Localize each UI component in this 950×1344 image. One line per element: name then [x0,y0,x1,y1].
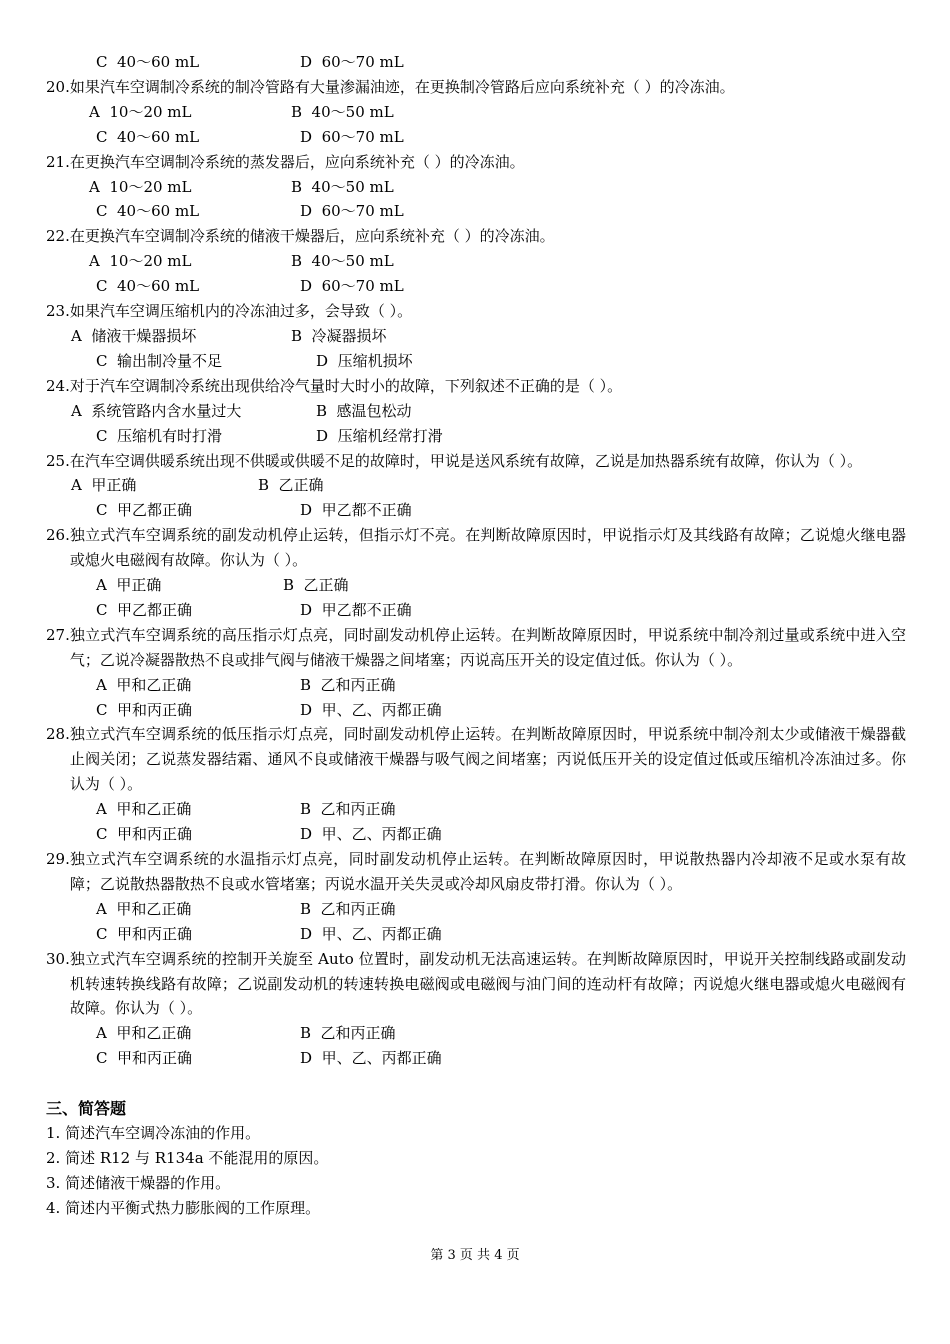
option-c: C 40～60 mL [96,277,200,296]
option-row [46,324,906,349]
option-b: B 40～50 mL [291,177,394,196]
option-c: C 甲和丙正确 [96,924,193,943]
option-d: D 甲乙都不正确 [300,501,412,520]
question-text: 独立式汽车空调系统的低压指示灯点亮，同时副发动机停止运转。在判断故障原因时，甲说系统中制冷剂太少或储液干燥器截止阀关闭；乙说蒸发器结霜、通风不良或储液干燥器与吸气阀之间堵塞；丙说低压开关的设定值过低或压缩机冷冻油过多。你认为（ ）。 [69,725,906,794]
option-a: A 甲和乙正确 [96,800,192,819]
question-number: 24. [46,376,70,395]
short-answer-item: 3. 简述储液干燥器的作用。 [46,1173,231,1192]
question-text: 在更换汽车空调制冷系统的蒸发器后，应向系统补充（ ）的冷冻油。 [69,152,525,171]
option-row [46,498,906,523]
question-text: 独立式汽车空调系统的副发动机停止运转，但指示灯不亮。在判断故障原因时，甲说指示灯及其线路有故障；乙说熄火继电器或熄火电磁阀有故障。你认为（ ）。 [69,526,906,570]
option-a: A 系统管路内含水量过大 [71,401,242,420]
question-number: 30. [46,949,70,968]
question-21 [46,150,906,225]
question-text: 对于汽车空调制冷系统出现供给冷气量时大时小的故障，下列叙述不正确的是（ ）。 [69,376,623,395]
page-content [46,50,906,1221]
question-number: 29. [46,850,70,868]
option-row [46,1021,906,1046]
option-d: D 压缩机经常打滑 [316,426,443,445]
option-row [46,473,906,498]
option-c: C 甲乙都正确 [96,501,193,520]
option-c: C 40～60 mL [96,127,200,146]
question-20 [46,75,906,150]
option-b: B 40～50 mL [291,102,394,121]
option-row [46,1046,906,1071]
option-row [46,797,906,822]
option-d: D 压缩机损坏 [316,351,413,370]
question-24 [46,374,906,449]
question-29 [46,847,906,947]
option-c: C 甲和丙正确 [96,700,193,719]
option-d: D 60～70 mL [300,127,404,146]
option-a: A 甲和乙正确 [96,1024,192,1043]
option-row [46,349,906,374]
question-28 [46,722,906,847]
option-c: C 甲和丙正确 [96,825,193,844]
question-number: 22. [46,227,70,246]
option-c: C 甲乙都正确 [96,600,193,619]
option-b: B 乙正确 [258,476,324,495]
option-b: B 乙和丙正确 [300,675,396,694]
option-row [46,100,906,125]
short-answer-item: 1. 简述汽车空调冷冻油的作用。 [46,1124,261,1143]
question-text: 如果汽车空调压缩机内的冷冻油过多，会导致（ ）。 [69,302,413,321]
option-row [46,922,906,947]
option-c: C 输出制冷量不足 [96,351,223,370]
option-row [46,249,906,274]
option-b: B 乙正确 [283,576,349,595]
option-b: B 感温包松动 [316,401,412,420]
option-d: D 甲、乙、丙都正确 [300,825,442,844]
option-d: D 60～70 mL [300,277,404,296]
option-a: A 10～20 mL [89,102,192,121]
option-a: A 10～20 mL [89,177,192,196]
question-number: 28. [46,725,70,744]
option-b: B 乙和丙正确 [300,899,396,918]
option-c: C 甲和丙正确 [96,1049,193,1068]
option-row [46,399,906,424]
question-30 [46,947,906,1072]
option-d: D 甲乙都不正确 [300,600,412,619]
option-row [46,199,906,224]
option-a: A 甲正确 [96,576,162,595]
question-number: 21. [46,152,70,171]
option-b: B 40～50 mL [291,252,394,271]
question-number: 26. [46,526,70,545]
option-c: C 压缩机有时打滑 [96,426,223,445]
short-answer-item: 2. 简述 R12 与 R134a 不能混用的原因。 [46,1149,329,1168]
option-row [46,274,906,299]
option-row [46,175,906,200]
question-text: 在更换汽车空调制冷系统的储液干燥器后，应向系统补充（ ）的冷冻油。 [69,227,555,246]
option-d: D 60～70 mL [300,53,404,71]
question-number: 20. [46,77,70,96]
option-a: A 储液干燥器损坏 [71,326,197,345]
option-c: C 40～60 mL [96,202,200,221]
option-row [46,897,906,922]
option-row [46,125,906,150]
option-row [46,424,906,449]
option-d: D 甲、乙、丙都正确 [300,700,442,719]
question-number: 27. [46,625,70,644]
question-22 [46,224,906,299]
option-d: D 甲、乙、丙都正确 [300,924,442,943]
question-26 [46,523,906,623]
page-footer: 第 3 页 共 4 页 [430,1248,520,1263]
section-heading: 三、简答题 [46,1099,127,1119]
question-text: 在汽车空调供暖系统出现不供暖或供暖不足的故障时，甲说是送风系统有故障，乙说是加热器系统有故障，你认为（ ）。 [69,451,863,470]
option-row [46,50,906,75]
question-text: 如果汽车空调制冷系统的制冷管路有大量渗漏油迹，在更换制冷管路后应向系统补充（ ）的冷冻油。 [69,77,735,96]
question-text: 独立式汽车空调系统的高压指示灯点亮，同时副发动机停止运转。在判断故障原因时，甲说系统中制冷剂过量或系统中进入空气；乙说冷凝器散热不良或排气阀与储液干燥器之间堵塞；丙说高压开关的设定值过低。你认为（ ）。 [69,625,906,669]
option-row [46,673,906,698]
option-a: A 10～20 mL [89,252,192,271]
option-row [46,698,906,723]
question-text: 独立式汽车空调系统的水温指示灯点亮，同时副发动机停止运转。在判断故障原因时，甲说散热器内冷却液不足或水泵有故障；乙说散热器散热不良或水管堵塞；丙说水温开关失灵或冷却风扇皮带打滑。你认为（ ）。 [69,850,906,893]
question-text: 独立式汽车空调系统的控制开关旋至 Auto 位置时，副发动机无法高速运转。在判断故障原因时，甲说开关控制线路或副发动机转速转换线路有故障；乙说副发动机的转速转换电磁阀或电磁阀与油门间的连动杆有故障；丙说熄火继电器或熄火电磁阀有故障。你认为（ ）。 [69,949,906,1018]
option-d: D 60～70 mL [300,202,404,221]
option-b: B 乙和丙正确 [300,800,396,819]
question-25 [46,449,906,524]
option-row [46,822,906,847]
short-answer-item: 4. 简述内平衡式热力膨胀阀的工作原理。 [46,1198,321,1217]
option-row [46,573,906,598]
option-row [46,598,906,623]
question-27 [46,623,906,723]
option-d: D 甲、乙、丙都正确 [300,1049,442,1068]
option-a: A 甲和乙正确 [96,899,192,918]
option-a: A 甲正确 [71,476,137,495]
option-a: A 甲和乙正确 [96,675,192,694]
question-number: 25. [46,451,70,470]
question-number: 23. [46,302,70,321]
option-c: C 40～60 mL [96,53,200,71]
question-23 [46,299,906,374]
option-b: B 冷凝器损坏 [291,326,387,345]
option-b: B 乙和丙正确 [300,1024,396,1043]
